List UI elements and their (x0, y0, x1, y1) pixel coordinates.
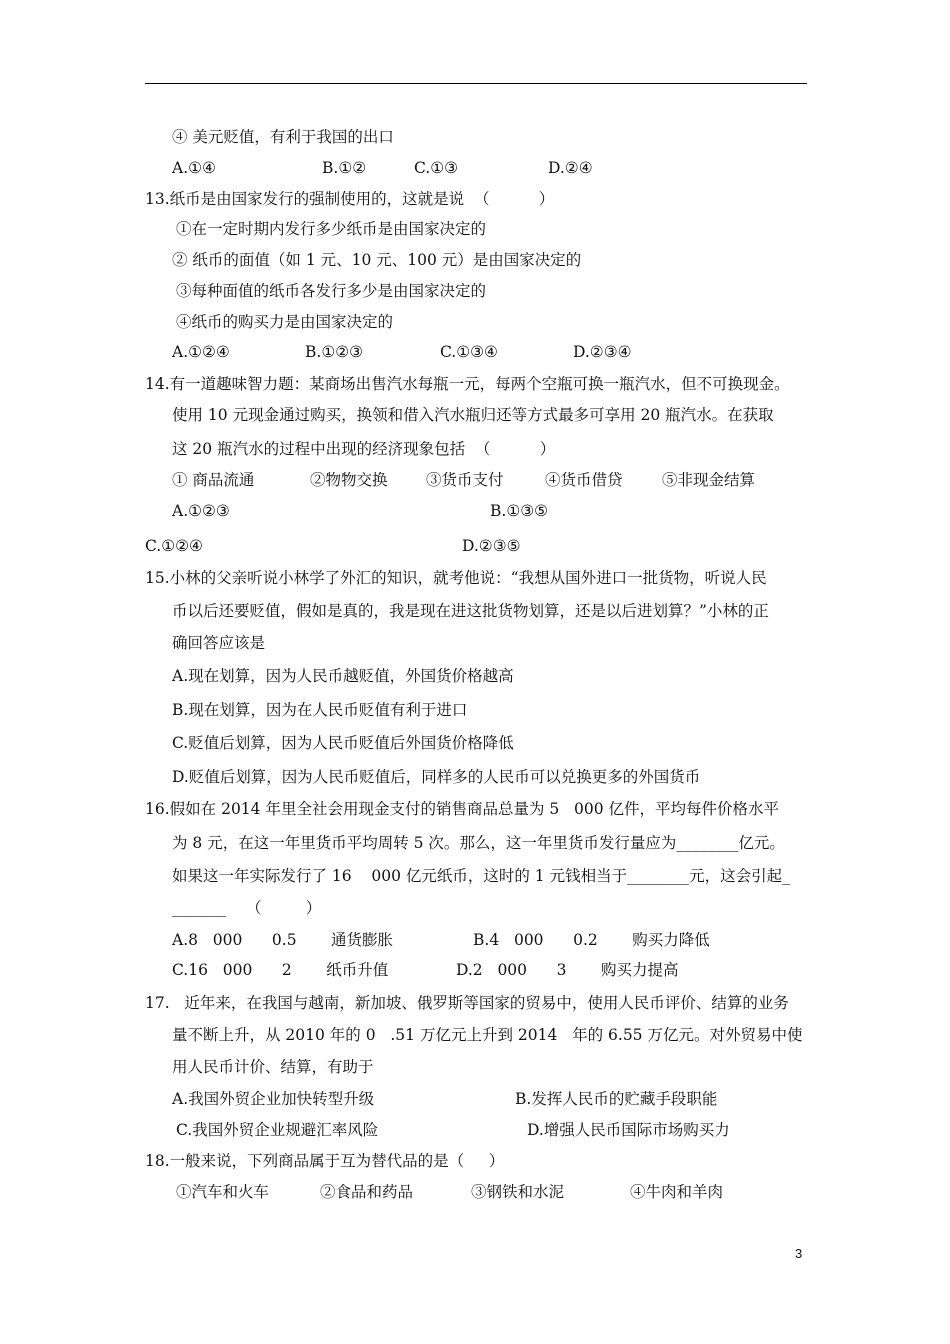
q15-option-a: A.现在划算，因为人民币越贬值，外国货价格越高 (172, 667, 514, 685)
q15-stem-line-1: 15.小林的父亲听说小林学了外汇的知识，就考他说：“我想从国外进口一批货物，听说人民 (145, 569, 767, 587)
q14-option-d: D.②③⑤ (462, 537, 521, 555)
q12-option-a: A.①④ (172, 159, 216, 177)
q13-option-a: A.①②④ (172, 343, 230, 361)
q17-option-a: A.我国外贸企业加快转型升级 (172, 1090, 375, 1108)
q15-option-c: C.贬值后划算，因为人民币贬值后外国货价格降低 (172, 734, 514, 752)
q16-stem-line-2: 为 8 元，在这一年里货币平均周转 5 次。那么，这一年里货币发行量应为________亿元。 (172, 834, 785, 852)
q17-option-c: C.我国外贸企业规避汇率风险 (176, 1121, 379, 1139)
page-number: 3 (795, 1246, 803, 1261)
q18-item-2: ②食品和药品 (320, 1183, 414, 1201)
q15-stem-line-3: 确回答应该是 (172, 634, 266, 652)
q13-option-b: B.①②③ (305, 343, 364, 361)
q14-stem-line-1: 14.有一道趣味智力题：某商场出售汽水每瓶一元，每两个空瓶可换一瓶汽水，但不可换现金。 (145, 375, 790, 393)
q12-option-c: C.①③ (414, 159, 459, 177)
q17-stem-line-1: 17. 近年来，在我国与越南，新加坡、俄罗斯等国家的贸易中，使用人民币评价、结算的业务 (145, 994, 789, 1012)
q13-option-c: C.①③④ (440, 343, 498, 361)
q14-option-a: A.①②③ (172, 502, 230, 520)
q18-item-4: ④牛肉和羊肉 (630, 1183, 724, 1201)
q14-stem-line-2: 使用 10 元现金通过购买，换领和借入汽水瓶归还等方式最多可享用 20 瓶汽水。在获取 (172, 406, 774, 424)
q16-option-a: A.8 000 0.5 通货膨胀 (172, 931, 394, 949)
q13-option-d: D.②③④ (573, 343, 632, 361)
q14-item-3: ③货币支付 (426, 471, 504, 489)
q17-option-b: B.发挥人民币的贮藏手段职能 (515, 1090, 718, 1108)
q16-stem-line-3: 如果这一年实际发行了 16 000 亿元纸币，这时的 1 元钱相当于________元，这会引起_ (172, 867, 790, 885)
q18-item-3: ③钢铁和水泥 (471, 1183, 565, 1201)
q14-item-5: ⑤非现金结算 (662, 471, 756, 489)
q16-option-b: B.4 000 0.2 购买力降低 (473, 931, 710, 949)
q12-option-b: B.①② (322, 159, 367, 177)
q14-item-2: ②物物交换 (310, 471, 388, 489)
q17-stem-line-3: 用人民币计价、结算，有助于 (172, 1058, 374, 1076)
q16-stem-line-1: 16.假如在 2014 年里全社会用现金支付的销售商品总量为 5 000 亿件，平均每件价格水平 (145, 800, 780, 818)
q18-item-1: ①汽车和火车 (176, 1183, 270, 1201)
q14-stem-line-3: 这 20 瓶汽水的过程中出现的经济现象包括 （ ） (172, 440, 556, 458)
q14-option-c: C.①②④ (145, 537, 203, 555)
q14-item-1: ① 商品流通 (172, 471, 255, 489)
q13-item-1: ①在一定时期内发行多少纸币是由国家决定的 (176, 220, 487, 238)
q13-item-3: ③每种面值的纸币各发行多少是由国家决定的 (176, 282, 487, 300)
q13-item-2: ② 纸币的面值（如 1 元、10 元、100 元）是由国家决定的 (172, 251, 582, 269)
q12-option-d: D.②④ (548, 159, 593, 177)
q17-stem-line-2: 量不断上升，从 2010 年的 0 .51 万亿元上升到 2014 年的 6.55 万亿元。对外贸易中使 (172, 1026, 803, 1044)
q13-item-4: ④纸币的购买力是由国家决定的 (176, 313, 394, 331)
q14-option-b: B.①③⑤ (490, 502, 549, 520)
q13-stem: 13.纸币是由国家发行的强制使用的，这就是说 （ ） (145, 190, 555, 208)
q16-stem-line-4: _______ （ ） (172, 899, 322, 917)
q16-option-c: C.16 000 2 纸币升值 (172, 961, 389, 979)
q18-stem: 18.一般来说，下列商品属于互为替代品的是（ ） (145, 1152, 505, 1170)
header-rule (145, 83, 807, 84)
q15-option-d: D.贬值后划算，因为人民币贬值后，同样多的人民币可以兑换更多的外国货币 (172, 768, 701, 786)
q15-option-b: B.现在划算，因为在人民币贬值有利于进口 (172, 701, 468, 719)
q15-stem-line-2: 币以后还要贬值，假如是真的，我是现在进这批货物划算，还是以后进划算？”小林的正 (172, 602, 769, 620)
q12-item-4: ④ 美元贬值，有利于我国的出口 (172, 128, 394, 146)
q17-option-d: D.增强人民币国际市场购买力 (527, 1121, 730, 1139)
q14-item-4: ④货币借贷 (545, 471, 623, 489)
q16-option-d: D.2 000 3 购买力提高 (456, 961, 679, 979)
